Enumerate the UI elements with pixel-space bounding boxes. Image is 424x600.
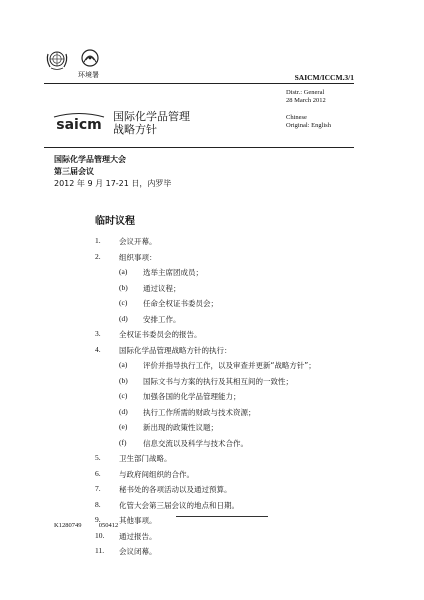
saicm-title-line2: 战略方针 <box>113 123 157 136</box>
agenda-item-text: 组织事项： <box>119 252 157 262</box>
agenda-subitem-text: 执行工作所需的财政与技术资源； <box>143 407 256 417</box>
agenda-subitem-label: (c) <box>119 298 128 307</box>
agenda-item-text: 化管大会第三届会议的地点和日期。 <box>119 500 239 510</box>
agenda-subitem-text: 选举主席团成员； <box>143 268 203 277</box>
agenda-item-text: 会议开幕。 <box>119 237 157 246</box>
agenda-item-number: 9. <box>95 515 101 524</box>
original-language: Original: English <box>286 122 331 129</box>
unep-label: 环境署 <box>78 71 99 79</box>
agenda-subitem-label: (d) <box>119 406 128 416</box>
agenda-subitem-text: 新出现的政策性议题； <box>143 423 218 432</box>
agenda-item-number: 1. <box>95 236 101 245</box>
agenda-item-number: 4. <box>95 344 101 354</box>
agenda-subitem-text: 国际文书与方案的执行及其相互间的一致性； <box>143 376 293 386</box>
agenda-subitem-text: 安排工作。 <box>143 314 181 324</box>
agenda-subitem-label: (b) <box>119 282 128 292</box>
svg-text:saicm: saicm <box>56 117 102 132</box>
agenda-item-number: 3. <box>95 329 101 338</box>
agenda-subitem-label: (f) <box>119 437 127 447</box>
agenda-heading: 临时议程 <box>95 216 135 227</box>
un-emblem-icon <box>44 48 70 72</box>
title-divider <box>44 147 354 148</box>
agenda-subitem-label: (d) <box>119 313 128 323</box>
agenda-item-number: 11. <box>95 546 105 555</box>
conference-name: 国际化学品管理大会 <box>54 155 126 164</box>
agenda-subitem-label: (b) <box>119 375 128 385</box>
agenda-item-number: 6. <box>95 468 101 478</box>
agenda-subitem-label: (e) <box>119 422 128 431</box>
unep-emblem-icon <box>78 48 102 70</box>
agenda-item-number: 7. <box>95 484 101 493</box>
footer <box>54 522 118 529</box>
document-date: 28 March 2012 <box>286 97 326 104</box>
distribution: Distr.: General <box>286 89 325 96</box>
job-number: K1280749 <box>54 522 82 529</box>
conference-session: 第三届会议 <box>54 167 94 176</box>
agenda-item-text: 与政府间组织的合作。 <box>119 469 194 479</box>
saicm-logo <box>50 112 108 132</box>
agenda-subitem-text: 评价并指导执行工作，以及审查并更新“战略方针”； <box>143 361 316 370</box>
saicm-title <box>113 110 190 136</box>
agenda-subitem-text: 加强各国的化学品管理能力； <box>143 392 241 401</box>
agenda-item-text: 全权证书委员会的报告。 <box>119 330 202 339</box>
agenda-item-text: 卫生部门战略。 <box>119 454 172 463</box>
agenda-subitem-label: (c) <box>119 391 128 400</box>
agenda-subitem-label: (a) <box>119 267 128 276</box>
agenda-item-number: 8. <box>95 499 101 509</box>
agenda-item-text: 会议闭幕。 <box>119 547 157 556</box>
document-language: Chinese <box>286 114 307 121</box>
footer-divider <box>176 516 268 517</box>
agenda-subitem-label: (a) <box>119 360 128 369</box>
agenda-item-number: 5. <box>95 453 101 462</box>
agenda-item-text: 秘书处的各项活动以及通过预算。 <box>119 485 232 494</box>
conference-dates-place: 2012 年 9 月 17-21 日，内罗毕 <box>54 179 172 188</box>
agenda-item-text: 通过报告。 <box>119 531 157 541</box>
agenda-subitem-text: 信息交流以及科学与技术合作。 <box>143 438 248 448</box>
agenda-item-number: 10. <box>95 530 105 540</box>
agenda-item-number: 2. <box>95 251 101 261</box>
agenda-subitem-text: 任命全权证书委员会； <box>143 299 218 308</box>
agenda-subitem-text: 通过议程； <box>143 283 181 293</box>
agenda-item-text: 其他事项。 <box>119 516 157 525</box>
document-symbol: SAICM/ICCM.3/1 <box>294 73 354 82</box>
date-code: 050412 <box>98 522 119 529</box>
header-divider <box>44 83 354 84</box>
agenda-item-text: 国际化学品管理战略方针的执行： <box>119 345 232 355</box>
saicm-title-line1: 国际化学品管理 <box>113 110 190 123</box>
